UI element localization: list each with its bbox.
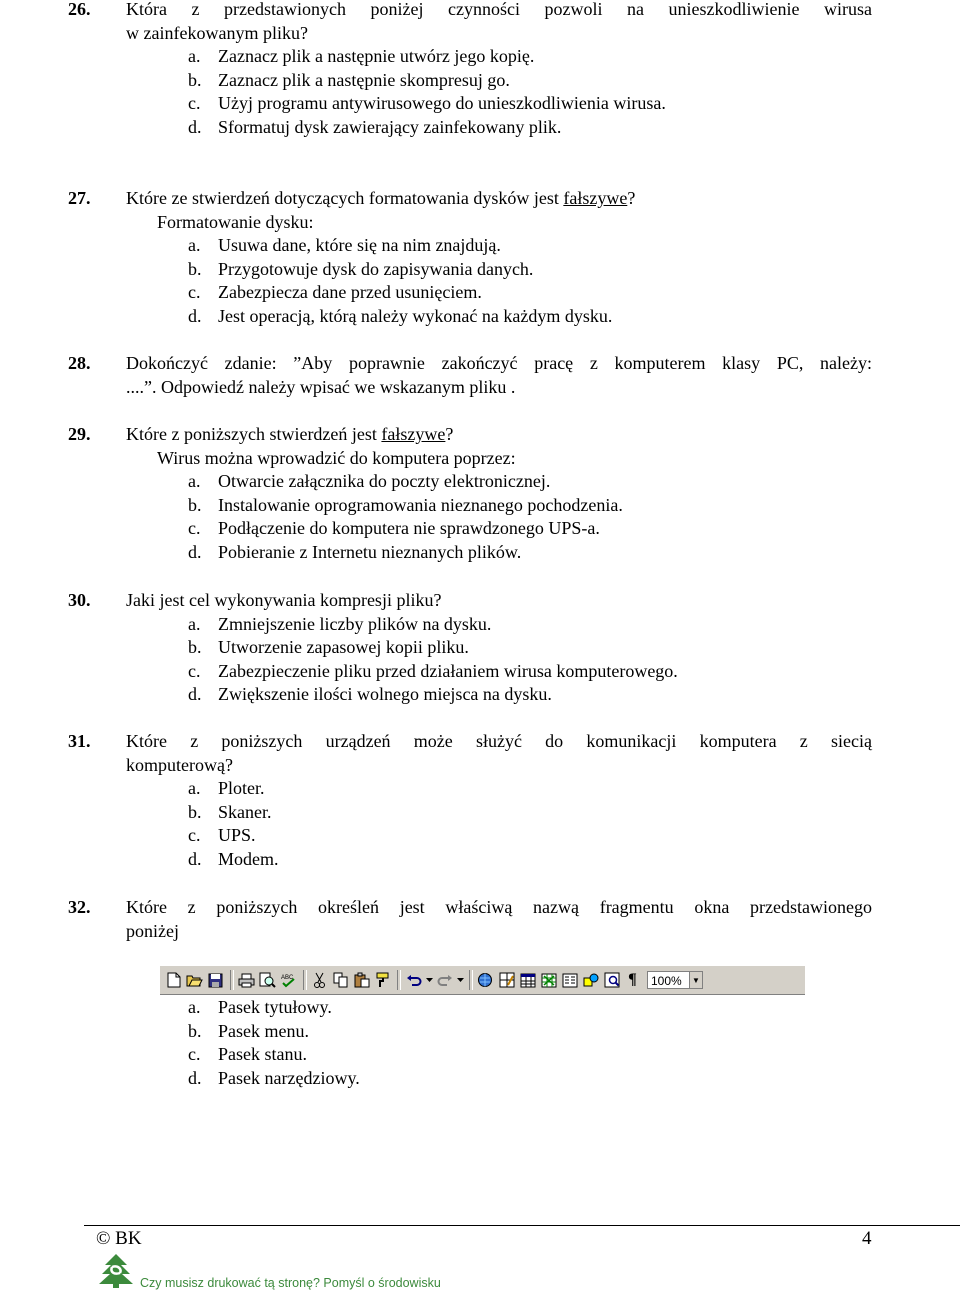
option-a: [188, 234, 501, 258]
option-letter: a.: [188, 613, 201, 634]
hyperlink-icon: [476, 971, 495, 990]
option-letter: a.: [188, 471, 201, 491]
question-text-line1: Które z poniższych urządzeń może służyć do komunikacji komputera z siecią: [126, 731, 872, 751]
question-number: 32.: [68, 897, 91, 917]
option-text: Pasek menu.: [218, 1020, 309, 1041]
option-d: [188, 541, 521, 565]
option-text: Pasek tytułowy.: [218, 997, 332, 1017]
chevron-down-icon: ▼: [689, 972, 702, 988]
option-c: [188, 660, 678, 684]
option-letter: c.: [188, 1044, 201, 1064]
redo-icon: [435, 971, 454, 990]
option-a: [188, 777, 265, 801]
option-c: [188, 517, 600, 541]
toolbar-separator: [303, 970, 307, 990]
option-text: Usuwa dane, które się na nim znajdują.: [218, 235, 501, 255]
question-text-line2: komputerową?: [126, 754, 233, 775]
option-a: [188, 613, 491, 637]
option-letter: c.: [188, 282, 201, 302]
option-letter: b.: [188, 69, 202, 90]
option-c: [188, 824, 256, 848]
chevron-down-icon: [456, 971, 464, 990]
format-painter-icon: [373, 971, 392, 990]
document-map-icon: [602, 971, 621, 990]
option-text: Pasek narzędziowy.: [218, 1067, 360, 1088]
option-letter: c.: [188, 93, 201, 113]
option-b: [188, 1020, 309, 1044]
option-b: [188, 69, 510, 93]
option-d: [188, 683, 552, 707]
option-text: Zabezpiecza dane przed usunięciem.: [218, 282, 482, 302]
question-text: Które z poniższych stwierdzeń jest fałszywe?: [126, 424, 454, 444]
option-text: Utworzenie zapasowej kopii pliku.: [218, 637, 469, 657]
option-letter: c.: [188, 825, 201, 845]
option-text: Przygotowuje dysk do zapisywania danych.: [218, 258, 534, 279]
option-letter: c.: [188, 660, 201, 681]
option-letter: a.: [188, 997, 201, 1017]
option-text: Jest operacją, którą należy wykonać na każdym dysku.: [218, 305, 613, 326]
option-text: Zabezpieczenie pliku przed działaniem wirusa komputerowego.: [218, 660, 678, 681]
option-d: [188, 1067, 360, 1091]
option-letter: a.: [188, 778, 201, 798]
option-letter: d.: [188, 848, 202, 869]
copy-icon: [331, 971, 350, 990]
chevron-down-icon: [425, 971, 433, 990]
paragraph-icon: ¶: [628, 971, 637, 988]
option-text: Ploter.: [218, 778, 265, 798]
save-icon: [206, 971, 225, 990]
option-text: Zaznacz plik a następnie utwórz jego kopię.: [218, 46, 535, 66]
open-folder-icon: [185, 971, 204, 990]
question-text-line2: w zainfekowanym pliku?: [126, 22, 308, 43]
toolbar-separator: [469, 970, 473, 990]
new-document-icon: [164, 971, 183, 990]
columns-icon: [560, 971, 579, 990]
toolbar-image: [160, 965, 805, 995]
option-letter: b.: [188, 494, 202, 515]
option-b: [188, 494, 623, 518]
question-text-line1: Dokończyć zdanie: ”Aby poprawnie zakończyć pracę z komputerem klasy PC, należy:: [126, 353, 872, 373]
option-text: Zmniejszenie liczby plików na dysku.: [218, 613, 492, 634]
question-text: Jaki jest cel wykonywania kompresji pliku?: [126, 590, 442, 610]
toolbar-separator: [397, 970, 401, 990]
option-d: [188, 305, 612, 329]
option-text: Użyj programu antywirusowego do unieszkodliwienia wirusa.: [218, 93, 666, 113]
option-text: UPS.: [218, 825, 256, 845]
underlined-word: fałszywe: [381, 424, 446, 444]
page-number: 4: [862, 1228, 872, 1249]
option-text: Sformatuj dysk zawierający zainfekowany plik.: [218, 116, 562, 137]
paste-icon: [352, 971, 371, 990]
option-c: [188, 1043, 307, 1067]
option-text: Instalowanie oprogramowania nieznanego pochodzenia.: [218, 494, 623, 515]
option-b: [188, 258, 533, 282]
option-letter: a.: [188, 46, 201, 66]
option-letter: c.: [188, 518, 201, 538]
question-number: 31.: [68, 731, 91, 751]
option-letter: b.: [188, 637, 202, 657]
option-c: [188, 281, 482, 305]
option-text: Pasek stanu.: [218, 1044, 307, 1064]
option-letter: d.: [188, 116, 202, 137]
question-number: 28.: [68, 353, 91, 373]
tree-icon: [96, 1253, 136, 1294]
option-text: Zwiększenie ilości wolnego miejsca na dysku.: [218, 684, 552, 704]
option-text: Pobieranie z Internetu nieznanych plików.: [218, 541, 522, 562]
eco-notice: [96, 1253, 441, 1294]
option-d: [188, 848, 279, 872]
cut-icon: [310, 971, 329, 990]
undo-icon: [404, 971, 423, 990]
option-text: Modem.: [218, 848, 279, 869]
option-letter: b.: [188, 1020, 202, 1041]
insert-table-icon: [518, 971, 537, 990]
svg-text:ABC: ABC: [281, 975, 294, 981]
question-text-line1: Która z przedstawionych poniżej czynności pozwoli na unieszkodliwienie wirusa: [126, 0, 872, 19]
question-text: Które ze stwierdzeń dotyczących formatowania dysków jest fałszywe?: [126, 188, 636, 208]
zoom-select: 100% ▼: [647, 971, 703, 989]
footer-copyright: © BK: [96, 1228, 142, 1249]
question-number: 30.: [68, 590, 91, 610]
option-letter: a.: [188, 235, 201, 255]
footer-divider: [84, 1225, 960, 1226]
option-text: Podłączenie do komputera nie sprawdzonego UPS-a.: [218, 518, 600, 538]
question-subtitle: Wirus można wprowadzić do komputera poprzez:: [157, 447, 516, 468]
question-number: 26.: [68, 0, 91, 19]
option-letter: d.: [188, 684, 202, 704]
option-text: Zaznacz plik a następnie skompresuj go.: [218, 69, 510, 90]
eco-text: Czy musisz drukować tą stronę? Pomyśl o środowisku: [140, 1276, 441, 1290]
option-letter: d.: [188, 305, 202, 326]
option-c: [188, 92, 666, 116]
underlined-word: fałszywe: [563, 188, 628, 208]
option-b: [188, 636, 469, 660]
question-text-line2: poniżej: [126, 920, 179, 941]
option-a: [188, 45, 534, 69]
drawing-icon: [581, 971, 600, 990]
print-icon: [237, 971, 256, 990]
option-text: Otwarcie załącznika do poczty elektronicznej.: [218, 471, 551, 491]
question-text-line1: Które z poniższych określeń jest właściwą nazwą fragmentu okna przedstawionego: [126, 897, 872, 917]
option-letter: d.: [188, 541, 202, 562]
option-letter: b.: [188, 258, 202, 279]
option-d: [188, 116, 561, 140]
spelling-icon: [279, 971, 298, 990]
question-number: 29.: [68, 424, 91, 444]
print-preview-icon: [258, 971, 277, 990]
tables-borders-icon: [497, 971, 516, 990]
option-letter: d.: [188, 1067, 202, 1088]
question-number: 27.: [68, 188, 91, 208]
option-b: [188, 801, 272, 825]
option-a: [188, 470, 550, 494]
toolbar-separator: [230, 970, 234, 990]
option-letter: b.: [188, 801, 202, 822]
question-text-line2: ....”. Odpowiedź należy wpisać we wskazanym pliku .: [126, 376, 516, 397]
question-subtitle: Formatowanie dysku:: [157, 211, 314, 232]
option-text: Skaner.: [218, 801, 272, 822]
insert-excel-icon: [539, 971, 558, 990]
option-a: [188, 996, 332, 1020]
